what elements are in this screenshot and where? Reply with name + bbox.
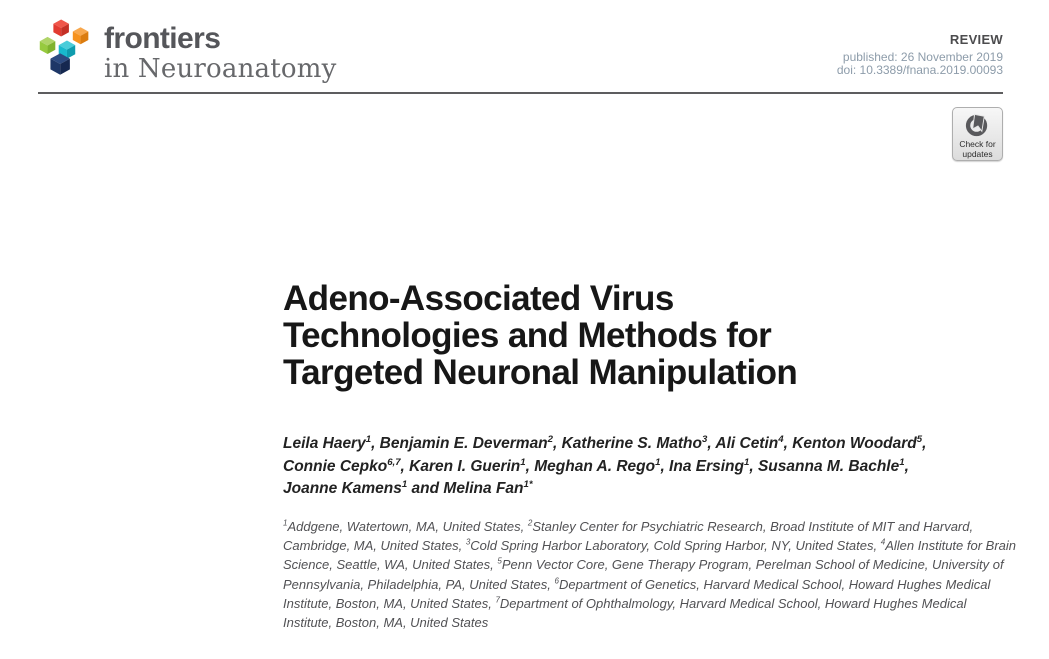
doi-text: doi: 10.3389/fnana.2019.00093 — [836, 63, 1003, 77]
author-line: Joanne Kamens$^1$ and Melina Fan$^{1*}$ — [283, 478, 533, 497]
journal-name-block — [104, 24, 336, 83]
article-title — [283, 280, 797, 391]
frontiers-logo-icon — [36, 14, 96, 82]
crossmark-label-line1: Check for — [959, 139, 996, 149]
author-line: Leila Haery$^1$, Benjamin E. Deverman$^2$, Katherine S. Matho$^3$, Ali Cetin$^4$, Kenton Woodard$^5$, — [283, 433, 927, 452]
article-title-line: Targeted Neuronal Manipulation — [283, 353, 798, 392]
article-title-line: Adeno-Associated Virus — [283, 279, 674, 318]
affiliations: $^1$Addgene, Watertown, MA, United States, $^2$Stanley Center for Psychiatric Research, Broad Institute of MIT and Harvard, Cambridge, MA, United States, $^3$Cold Spring Harbor Laboratory, Cold Spring Harbor, NY, United States, $^4$Allen Institute for Brain Science, Seattle, WA, United States, $^5$Penn Vector Core, Gene Therapy Program, Perelman School of Medicine, University of Pennsylvania, Philadelphia, PA, United States, $^6$Department of Genetics, Harvard Medical School, Howard Hughes Medical Institute, Boston, MA, United States, $^7$Department of Ophthalmology, Harvard Medical School, Howard Hughes Medical Institute, Boston, MA, United States — [283, 518, 1017, 631]
journal-subtitle: in Neuroanatomy — [104, 54, 337, 84]
author-line: Connie Cepko$^{6,7}$, Karen I. Guerin$^1$, Meghan A. Rego$^1$, Ina Ersing$^1$, Susanna M. Bachle$^1$, — [283, 456, 909, 475]
journal-brand-name: frontiers — [104, 22, 221, 55]
masthead-rule — [38, 92, 1003, 94]
article-type-label: REVIEW — [949, 32, 1003, 47]
journal-brand — [36, 14, 336, 83]
check-for-updates-badge[interactable] — [952, 107, 1003, 161]
crossmark-label — [953, 140, 1002, 159]
crossmark-label-line2: updates — [962, 148, 993, 159]
crossmark-icon — [963, 111, 992, 140]
article-title-line: Technologies and Methods for — [283, 316, 772, 355]
authors — [283, 433, 926, 501]
published-date: published: 26 November 2019 — [842, 49, 1003, 64]
article-meta — [837, 33, 1003, 78]
